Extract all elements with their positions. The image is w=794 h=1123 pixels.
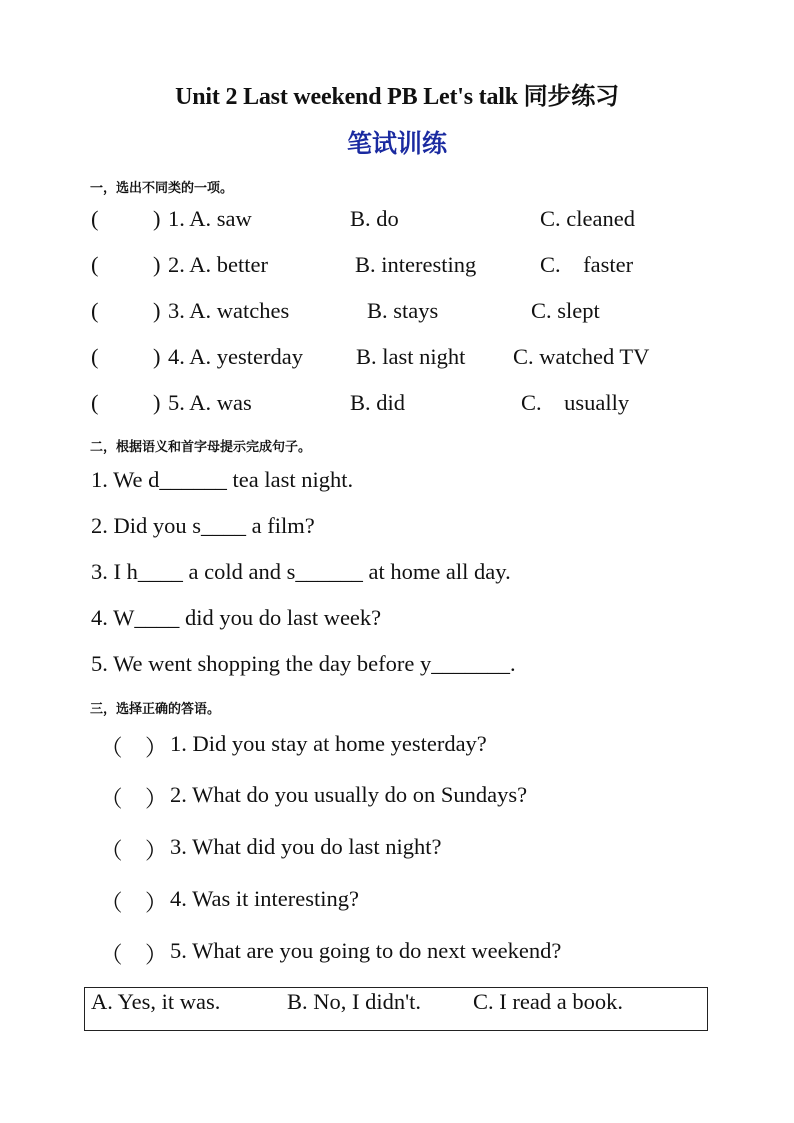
option-a: 4. A. yesterday	[168, 344, 303, 369]
page-subtitle: 笔试训练	[346, 129, 447, 158]
question-text: 1. Did you stay at home yesterday?	[170, 731, 487, 756]
option-c: C. slept	[531, 298, 600, 323]
list-item: 3. I h____ a cold and s______ at home all day.	[91, 559, 511, 584]
answer-paren-close: )	[153, 390, 161, 415]
question-text: 3. What did you do last night?	[170, 834, 442, 859]
list-item: 2. Did you s____ a film?	[91, 513, 315, 538]
option-b: B. interesting	[355, 252, 477, 277]
option-c: C. cleaned	[540, 206, 635, 231]
option-a: 5. A. was	[168, 390, 252, 415]
option-c: C. usually	[521, 390, 630, 415]
section-2-heading: 二，根据语义和首字母提示完成句子。	[90, 440, 312, 455]
option-b: B. do	[350, 206, 399, 231]
answer-paren-open[interactable]: (	[91, 252, 99, 277]
answer-paren[interactable]: （ ）	[100, 943, 168, 968]
answer-option-c: C. I read a book.	[473, 989, 623, 1014]
list-item: 4. W____ did you do last week?	[91, 605, 382, 630]
option-c: C. watched TV	[513, 344, 650, 369]
section-3-heading: 三，选择正确的答语。	[90, 702, 221, 717]
answer-paren[interactable]: （ ）	[100, 787, 168, 812]
option-c: C. faster	[540, 252, 634, 277]
answer-option-b: B. No, I didn't.	[287, 989, 422, 1014]
option-a: 1. A. saw	[168, 206, 252, 231]
list-item: 1. We d______ tea last night.	[91, 467, 354, 492]
question-text: 4. Was it interesting?	[170, 886, 359, 911]
option-b: B. last night	[356, 344, 466, 369]
answer-paren-close: )	[153, 344, 161, 369]
page-title: Unit 2 Last weekend PB Let's talk 同步练习	[175, 84, 619, 110]
answer-paren[interactable]: （ ）	[100, 839, 168, 864]
answer-paren[interactable]: （ ）	[100, 736, 168, 761]
answer-paren-close: )	[153, 298, 161, 323]
answer-paren-open[interactable]: (	[91, 206, 99, 231]
option-b: B. did	[350, 390, 406, 415]
answer-paren-open[interactable]: (	[91, 390, 99, 415]
answer-paren[interactable]: （ ）	[100, 891, 168, 916]
answer-paren-open[interactable]: (	[91, 298, 99, 323]
section-1-heading: 一，选出不同类的一项。	[90, 181, 234, 196]
list-item: 5. We went shopping the day before y_______.	[91, 651, 516, 676]
option-b: B. stays	[367, 298, 439, 323]
answer-option-a: A. Yes, it was.	[91, 989, 221, 1014]
answer-paren-close: )	[153, 252, 161, 277]
option-a: 3. A. watches	[168, 298, 290, 323]
answer-paren-close: )	[153, 206, 161, 231]
question-text: 5. What are you going to do next weekend?	[170, 938, 562, 963]
question-text: 2. What do you usually do on Sundays?	[170, 782, 528, 807]
option-a: 2. A. better	[168, 252, 268, 277]
answer-paren-open[interactable]: (	[91, 344, 99, 369]
